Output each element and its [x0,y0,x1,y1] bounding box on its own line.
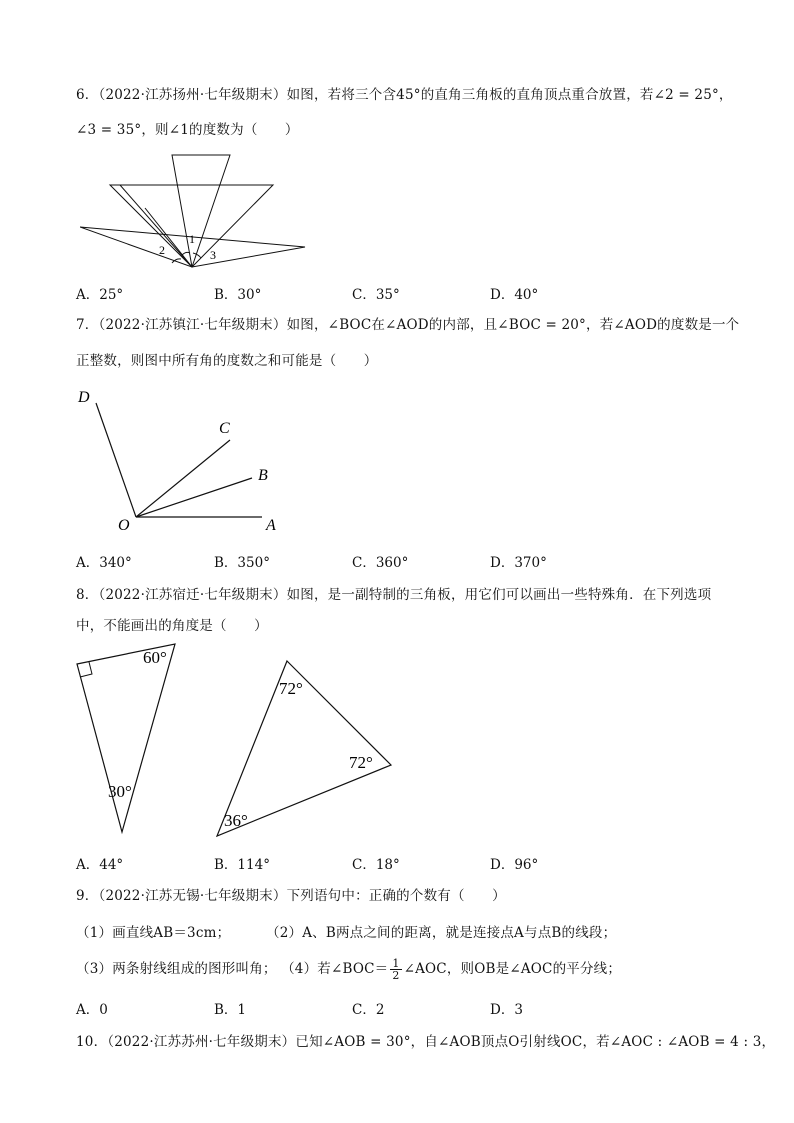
q6-option-a[interactable]: A．25° [76,287,124,303]
q8-option-b[interactable]: B．114° [214,857,270,873]
q8-triangle-2 [217,661,391,836]
q7-label-d: D [78,389,90,406]
q7-option-a[interactable]: A．340° [76,555,132,571]
q7-option-b[interactable]: B．350° [214,555,270,571]
q6-line-2: ∠3 = 35°，则∠1的度数为（ ） [76,122,299,138]
q9-fraction [390,958,401,981]
q9-statement-3-4 [76,957,621,981]
q6-option-c[interactable]: C．35° [352,287,400,303]
q6-line-1: 6．（2022·江苏扬州·七年级期末）如图，若将三个含45°的直角三角板的直角顶点重合放置，若∠2 = 25°， [76,87,733,103]
q7-label-c: C [219,420,230,437]
q8-t2-top-angle: 72° [279,679,303,698]
q6-angle-2-label: 2 [159,243,165,257]
q6-option-d[interactable]: D．40° [490,287,539,303]
q9-option-c[interactable]: C．2 [352,1002,385,1018]
q7-line-2: 正整数，则图中所有角的度数之和可能是（ ） [76,353,378,369]
q7-figure-angles [70,385,290,535]
q6-triangle-2 [172,155,230,267]
q7-ray-ob [136,478,252,517]
q7-label-o: O [118,517,130,534]
q9-fraction-numerator: 1 [392,957,400,970]
q7-option-d[interactable]: D．370° [490,555,547,571]
q9-statement-3: （3）两条射线组成的图形叫角； [76,961,277,977]
q8-t1-top-angle: 60° [143,648,167,667]
q8-figure-triangles [70,640,400,840]
q6-option-b[interactable]: B．30° [214,287,262,303]
q6-angle-3-label: 3 [210,248,216,262]
q9-statement-1: （1）画直线AB＝3cm； [76,925,231,941]
q9-fraction-denominator: 2 [392,969,400,982]
q6-angle-1-label: 1 [189,232,195,246]
q7-ray-oc [136,440,230,517]
q8-t2-bottom-angle: 36° [224,811,248,830]
q9-statement-2: （2）A、B两点之间的距离，就是连接点A与点B的线段； [266,925,617,941]
q8-line-2: 中，不能画出的角度是（ ） [76,618,268,634]
q9-option-d[interactable]: D．3 [490,1002,523,1018]
q7-label-a: A [266,517,276,534]
q7-option-c[interactable]: C．360° [352,555,409,571]
q10-line-1: 10．（2022·江苏苏州·七年级期末）已知∠AOB = 30°，自∠AOB顶点O引射线OC，若∠AOC : ∠AOB = 4 : 3， [76,1034,776,1050]
q9-statement-4a: （4）若∠BOC＝ [281,961,389,977]
q9-option-a[interactable]: A．0 [76,1002,108,1018]
q8-option-a[interactable]: A．44° [76,857,124,873]
q7-label-b: B [258,467,268,484]
q7-ray-od [96,403,136,517]
q8-option-d[interactable]: D．96° [490,857,539,873]
q8-t1-bottom-angle: 30° [108,782,132,801]
q9-statement-4b: ∠AOC，则OB是∠AOC的平分线； [403,961,622,977]
q8-line-1: 8．（2022·江苏宿迁·七年级期末）如图，是一副特制的三角板，用它们可以画出一些特殊角．在下列选项 [76,587,712,603]
q8-option-c[interactable]: C．18° [352,857,400,873]
q6-figure-three-triangles [80,150,320,275]
q9-option-b[interactable]: B．1 [214,1002,247,1018]
q8-t2-right-angle: 72° [349,753,373,772]
q6-triangle-1 [110,185,273,267]
q7-line-1: 7．（2022·江苏镇江·七年级期末）如图，∠BOC在∠AOD的内部，且∠BOC = 20°，若∠AOD的度数是一个 [76,317,740,333]
q9-line-1: 9．（2022·江苏无锡·七年级期末）下列语句中：正确的个数有（ ） [76,888,506,904]
